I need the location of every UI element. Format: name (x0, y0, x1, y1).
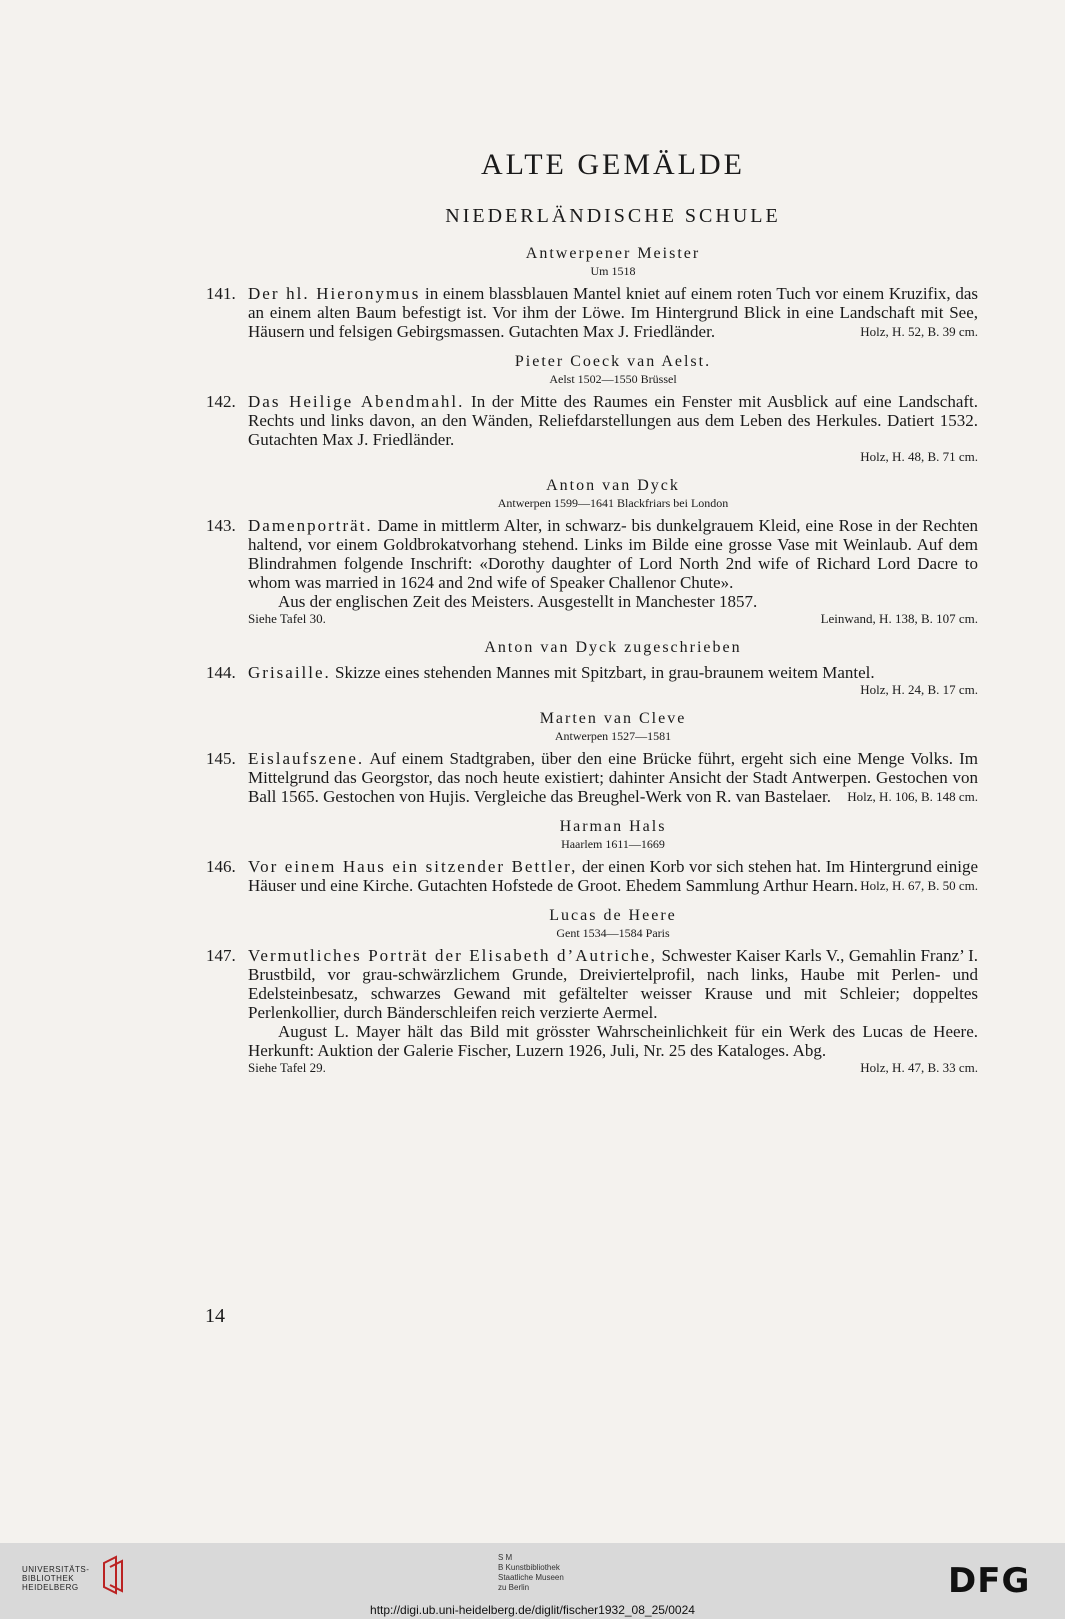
smb-line: B Kunstbibliothek (498, 1563, 560, 1572)
viewer-footer (0, 1543, 1065, 1619)
entry-meta (248, 449, 978, 465)
artist-life: Gent 1534—1584 Paris (556, 926, 670, 940)
artist-name: Anton van Dyck zugeschrieben (484, 639, 742, 656)
catalog-entry (206, 857, 978, 895)
library-line: HEIDELBERG (22, 1583, 79, 1592)
entry-title: Eislaufszene. (248, 749, 365, 768)
entry-title: Das Heilige Abendmahl. (248, 392, 465, 411)
artist-life: Antwerpen 1527—1581 (554, 729, 672, 743)
entry-number: 146. (206, 857, 236, 876)
library-line: BIBLIOTHEK (22, 1574, 75, 1583)
artist-heading (248, 477, 978, 510)
entry-text: der einen Korb vor sich stehen hat. Im Hintergrund einige Häuser und eine Kirche. Gutachten Hofstede de Groot. Ehedem Sammlung Arthur Hearn. (248, 857, 978, 895)
artist-life: Um 1518 (590, 264, 636, 278)
entry-plate: Siehe Tafel 29. (248, 1060, 326, 1075)
entry-note: Aus der englischen Zeit des Meisters. Ausgestellt in Manchester 1857. (278, 592, 758, 611)
entry-dimensions: Leinwand, H. 138, B. 107 cm. (820, 611, 978, 626)
entry-dimensions: Holz, H. 67, B. 50 cm. (860, 878, 978, 893)
entry-text: Dame in mittlerm Alter, in schwarz- bis dunkelgrauem Kleid, eine Rose in der Rechten haltend, vor einem Goldbrokatvorhang stehend. Links im Bilde eine grosse Vase mit Weinlaub. Auf dem Blindrahmen folgende Inschrift: «Dorothy daughter of Lord North 2nd wife of Richard Lord Dacre to whom was married in 1624 and 2nd wife of Speaker Challenor Chute». (248, 516, 978, 592)
entry-plate: Siehe Tafel 30. (248, 611, 326, 626)
smb-line: zu Berlin (498, 1583, 530, 1592)
catalog-entry (206, 516, 978, 627)
page-url-link[interactable]: http://digi.ub.uni-heidelberg.de/diglit/fischer1932_08_25/0024 (370, 1603, 695, 1617)
entry-meta (248, 682, 978, 698)
catalog-entry (206, 392, 978, 465)
entry-note: August L. Mayer hält das Bild mit grösster Wahrscheinlichkeit für ein Werk des Lucas de Heere. Herkunft: Auktion der Galerie Fischer, Luzern 1926, Juli, Nr. 25 des Kataloges. Abg. (248, 1022, 978, 1060)
smb-line: S M (498, 1553, 513, 1562)
entry-number: 143. (206, 516, 236, 535)
page-title: ALTE GEMÄLDE (480, 148, 746, 181)
catalog-entry (206, 749, 978, 806)
entry-title: Vor einem Haus ein sitzender Bettler, (248, 857, 578, 876)
entry-title: Vermutliches Porträt der Elisabeth d’Autriche, (248, 946, 657, 965)
artist-name: Antwerpener Meister (525, 245, 701, 262)
section-title: NIEDERLÄNDISCHE SCHULE (445, 205, 781, 227)
entry-number: 141. (206, 284, 236, 303)
page-number: 14 (205, 1305, 225, 1327)
entry-number: 144. (206, 663, 236, 682)
entry-dimensions: Holz, H. 106, B. 148 cm. (847, 789, 978, 804)
entry-meta (248, 1060, 978, 1076)
artist-name: Anton van Dyck (546, 477, 680, 494)
entry-number: 147. (206, 946, 236, 965)
entry-title: Grisaille. (248, 663, 331, 682)
artist-name: Lucas de Heere (549, 907, 677, 924)
entry-text: In der Mitte des Raumes ein Fenster mit Ausblick auf eine Landschaft. Rechts und links davon, an den Wänden, Reliefdarstellungen aus dem Leben des Herkules. Datiert 1532. Gutachten Max J. Friedländer. (248, 392, 978, 449)
artist-heading (248, 710, 978, 743)
entry-text: Schwester Kaiser Karls V., Gemahlin Franz’ I. Brustbild, vor grau-schwärzlichem Grunde, Dreiviertelprofil, nach links, Haube mit Perlen- und Edelsteinbesatz, schwarzes Gewand mit gefältelter weisser Krause und mit Schleier; doppeltes Perlenkollier, durch Bänderschleifen reich verzierte Aermel. (248, 946, 979, 1022)
artist-heading (248, 639, 978, 657)
entry-number: 142. (206, 392, 236, 411)
artist-name: Pieter Coeck van Aelst. (514, 353, 712, 370)
artist-name: Marten van Cleve (539, 710, 687, 727)
library-logo[interactable] (22, 1565, 89, 1592)
artist-life: Aelst 1502—1550 Brüssel (549, 372, 677, 386)
artist-life: Antwerpen 1599—1641 Blackfriars bei London (497, 496, 729, 510)
library-line: UNIVERSITÄTS- (22, 1565, 90, 1574)
entry-text: Skizze eines stehenden Mannes mit Spitzbart, in grau-braunem weitem Mantel. (330, 663, 875, 682)
entry-dimensions: Holz, H. 52, B. 39 cm. (860, 324, 978, 339)
artist-life: Haarlem 1611—1669 (561, 837, 665, 851)
entry-meta (248, 611, 978, 627)
artist-heading (248, 353, 978, 386)
catalog-entry (206, 946, 979, 1076)
artist-heading (248, 818, 978, 851)
entry-title: Der hl. Hieronymus (248, 284, 421, 303)
entry-number: 145. (206, 749, 236, 768)
catalog-entry (206, 284, 978, 341)
entry-dimensions: Holz, H. 47, B. 33 cm. (860, 1060, 978, 1075)
entry-text: in einem blassblauen Mantel kniet auf einem roten Tuch vor einem Kruzifix, das an einem alten Baum befestigt ist. Vor ihm der Löwe. Im Hintergrund Blick in eine Landschaft mit See, Häusern und felsigen Gebirgsmassen. Gutachten Max J. Friedländer. (248, 284, 978, 341)
entry-title: Damenporträt. (248, 516, 373, 535)
catalog-entry (206, 663, 978, 698)
smb-logo[interactable] (498, 1553, 564, 1593)
entry-dimensions: Holz, H. 48, B. 71 cm. (860, 449, 978, 464)
artist-heading (248, 245, 978, 278)
library-emblem-icon (100, 1555, 130, 1595)
artist-name: Harman Hals (559, 818, 667, 835)
entry-text: Auf einem Stadtgraben, über den eine Brücke führt, ergeht sich eine Menge Volks. Im Mittelgrund das Georgstor, das noch heute existiert; dahinter Ansicht der Stadt Antwerpen. Gestochen von Ball 1565. Gestochen von Hujis. Vergleiche das Breughel-Werk von R. van Bastelaer. (248, 749, 978, 806)
page-content (206, 148, 979, 1076)
smb-line: Staatliche Museen (498, 1573, 564, 1582)
artist-heading (248, 907, 978, 940)
entry-dimensions: Holz, H. 24, B. 17 cm. (860, 682, 978, 697)
dfg-logo[interactable]: DFG (948, 1561, 1031, 1601)
